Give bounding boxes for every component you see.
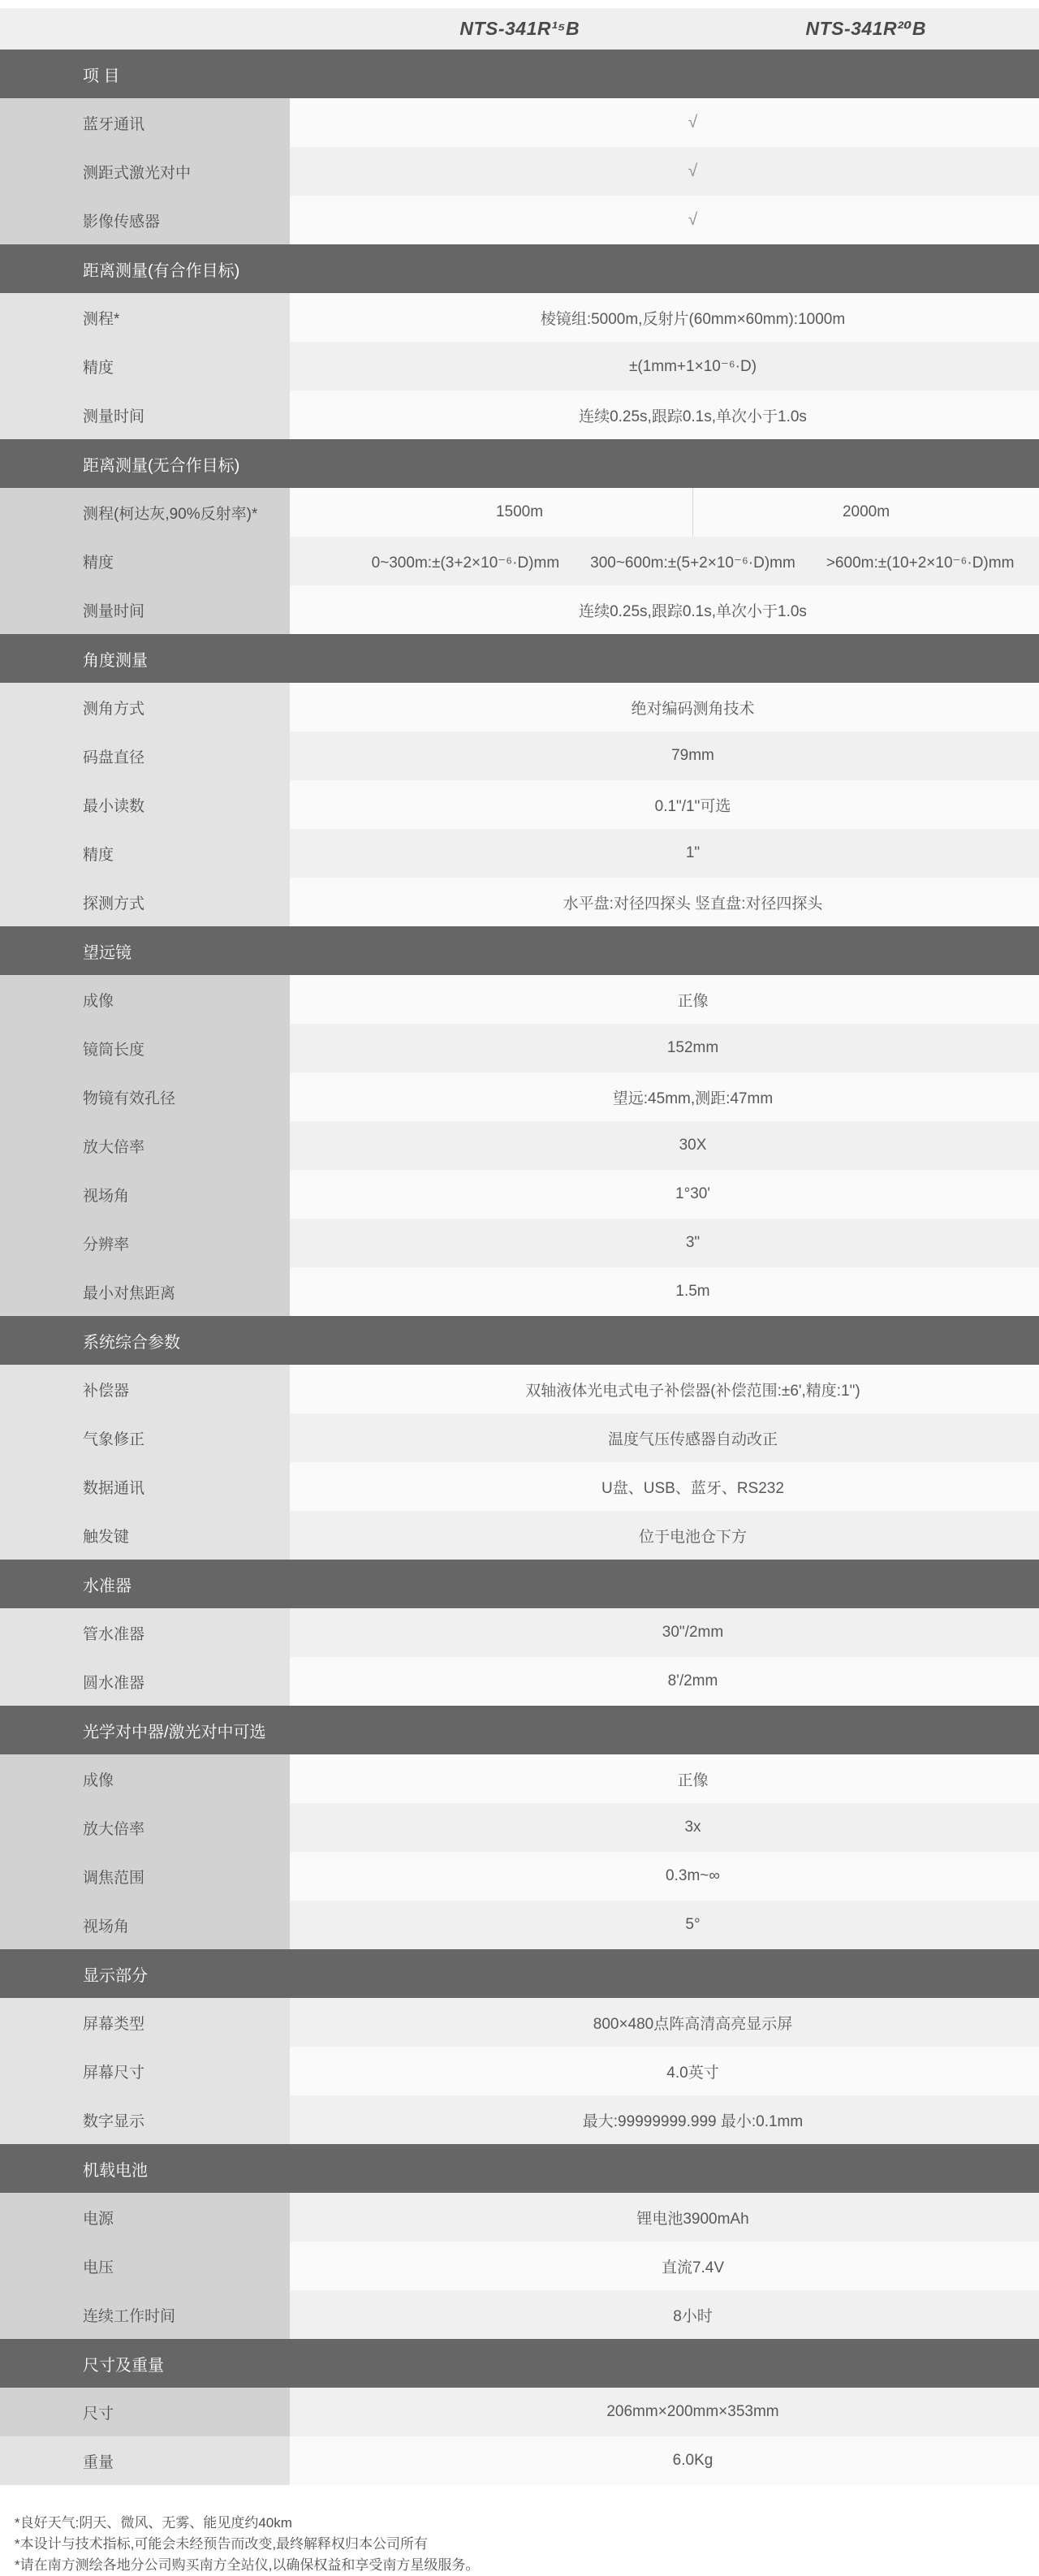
spec-row xyxy=(0,2436,1039,2485)
spec-row xyxy=(0,1365,1039,1413)
row-value-area xyxy=(290,1413,1039,1462)
row-value-area xyxy=(290,2047,1039,2095)
section-title: 尺寸及重量 xyxy=(83,2352,164,2375)
row-value: 直流7.4V xyxy=(347,2242,1039,2290)
row-label: 最小读数 xyxy=(0,780,290,829)
row-label: 调焦范围 xyxy=(0,1852,290,1901)
section-header-bar xyxy=(0,926,1039,975)
row-value-area xyxy=(290,1998,1039,2047)
row-label: 测距式激光对中 xyxy=(0,147,290,196)
spec-row xyxy=(0,1170,1039,1219)
section-title: 机载电池 xyxy=(83,2157,148,2181)
section-header-bar xyxy=(0,1706,1039,1754)
row-value-area xyxy=(290,147,1039,196)
section-title: 角度测量 xyxy=(83,647,148,671)
spec-row xyxy=(0,1511,1039,1560)
row-value-area xyxy=(290,2388,1039,2436)
row-value: 6.0Kg xyxy=(347,2436,1039,2485)
row-label: 补偿器 xyxy=(0,1365,290,1413)
section-header-bar xyxy=(0,1560,1039,1608)
spec-row xyxy=(0,1462,1039,1511)
row-value-area xyxy=(290,2290,1039,2339)
section-header-bar xyxy=(0,634,1039,683)
spec-row xyxy=(0,2047,1039,2095)
model-name-a: NTS-341R¹⁵B xyxy=(347,8,693,50)
spec-row xyxy=(0,1852,1039,1901)
row-label: 测量时间 xyxy=(0,585,290,634)
row-label: 视场角 xyxy=(0,1901,290,1949)
section-title: 望远镜 xyxy=(83,939,131,963)
row-value-area xyxy=(290,780,1039,829)
spec-row xyxy=(0,1413,1039,1462)
spec-row xyxy=(0,683,1039,731)
row-value: 最大:99999999.999 最小:0.1mm xyxy=(347,2095,1039,2144)
model-columns xyxy=(347,8,1039,50)
section-header-bar xyxy=(0,244,1039,293)
section-title: 水准器 xyxy=(83,1573,131,1596)
row-value: 30"/2mm xyxy=(347,1608,1039,1657)
row-value: 正像 xyxy=(347,975,1039,1024)
row-value-area xyxy=(290,342,1039,390)
row-value-area xyxy=(290,683,1039,731)
row-value: 1" xyxy=(347,829,1039,878)
row-value: 0.1"/1"可选 xyxy=(347,780,1039,829)
section-title: 光学对中器/激光对中可选 xyxy=(83,1719,266,1742)
row-label: 镜筒长度 xyxy=(0,1024,290,1072)
section-title: 显示部分 xyxy=(83,1962,148,1986)
spec-row xyxy=(0,147,1039,196)
spec-row xyxy=(0,1608,1039,1657)
row-label: 最小对焦距离 xyxy=(0,1267,290,1316)
spec-row xyxy=(0,2193,1039,2242)
row-value: 连续0.25s,跟踪0.1s,单次小于1.0s xyxy=(347,585,1039,634)
spec-row xyxy=(0,1803,1039,1852)
spec-row xyxy=(0,780,1039,829)
section-header-bar xyxy=(0,2144,1039,2193)
row-label: 数字显示 xyxy=(0,2095,290,2144)
row-value: 双轴液体光电式电子补偿器(补偿范围:±6',精度:1") xyxy=(347,1365,1039,1413)
row-value: √ xyxy=(347,196,1039,244)
row-value: ±(1mm+1×10⁻⁶·D) xyxy=(347,342,1039,390)
section-header-bar xyxy=(0,50,1039,98)
row-value-area xyxy=(290,1657,1039,1706)
spec-row xyxy=(0,2242,1039,2290)
section-title: 距离测量(有合作目标) xyxy=(83,257,239,281)
row-value: 棱镜组:5000m,反射片(60mm×60mm):1000m xyxy=(347,293,1039,342)
section-title: 系统综合参数 xyxy=(83,1329,180,1353)
spec-row xyxy=(0,731,1039,780)
section-header-bar xyxy=(0,1949,1039,1998)
spec-row xyxy=(0,2388,1039,2436)
row-value: 1.5m xyxy=(347,1267,1039,1316)
spec-row xyxy=(0,98,1039,147)
row-value-area xyxy=(290,2095,1039,2144)
row-value-area xyxy=(290,1219,1039,1267)
row-value-area xyxy=(290,196,1039,244)
row-label: 蓝牙通讯 xyxy=(0,98,290,147)
section-title: 项 目 xyxy=(83,63,120,86)
row-value-area xyxy=(290,975,1039,1024)
row-value: 30X xyxy=(347,1121,1039,1170)
spec-row xyxy=(0,196,1039,244)
spec-row xyxy=(0,1024,1039,1072)
row-label: 气象修正 xyxy=(0,1413,290,1462)
row-label: 影像传感器 xyxy=(0,196,290,244)
footnote-purchase: *请在南方测绘各地分公司购买南方全站仪,以确保权益和享受南方星级服务。 xyxy=(15,2555,1039,2576)
row-value: 0.3m~∞ xyxy=(347,1852,1039,1901)
row-value-area xyxy=(290,829,1039,878)
row-label: 放大倍率 xyxy=(0,1121,290,1170)
row-label: 重量 xyxy=(0,2436,290,2485)
row-value-area xyxy=(290,1803,1039,1852)
row-label: 连续工作时间 xyxy=(0,2290,290,2339)
row-value-area xyxy=(290,1170,1039,1219)
spec-row xyxy=(0,585,1039,634)
row-value-area xyxy=(290,1121,1039,1170)
row-label: 精度 xyxy=(0,342,290,390)
spec-row xyxy=(0,1754,1039,1803)
row-value: 800×480点阵高清高亮显示屏 xyxy=(347,1998,1039,2047)
row-label: 圆水准器 xyxy=(0,1657,290,1706)
row-value: 水平盘:对径四探头 竖直盘:对径四探头 xyxy=(347,878,1039,926)
spec-row xyxy=(0,1121,1039,1170)
row-label: 测角方式 xyxy=(0,683,290,731)
row-value-area xyxy=(290,1365,1039,1413)
row-value: 正像 xyxy=(347,1754,1039,1803)
row-label: 屏幕尺寸 xyxy=(0,2047,290,2095)
row-value-area xyxy=(290,390,1039,439)
row-label: 分辨率 xyxy=(0,1219,290,1267)
section-header-bar xyxy=(0,2339,1039,2388)
row-value-area xyxy=(290,585,1039,634)
row-value-area xyxy=(290,2193,1039,2242)
spec-row xyxy=(0,975,1039,1024)
spec-row xyxy=(0,829,1039,878)
row-label: 测程* xyxy=(0,293,290,342)
spec-row xyxy=(0,1072,1039,1121)
spec-row xyxy=(0,488,1039,537)
row-value: 79mm xyxy=(347,731,1039,780)
footnote-weather: *良好天气:阴天、微风、无雾、能见度约40km xyxy=(15,2513,1039,2534)
row-value-area xyxy=(290,878,1039,926)
row-value-model-b: 2000m xyxy=(692,488,1039,537)
row-label: 电源 xyxy=(0,2193,290,2242)
row-value: √ xyxy=(347,98,1039,147)
models-header-spacer xyxy=(0,8,347,50)
row-label: 探测方式 xyxy=(0,878,290,926)
spec-row xyxy=(0,1998,1039,2047)
row-value: 温度气压传感器自动改正 xyxy=(347,1413,1039,1462)
row-value: 0~300m:±(3+2×10⁻⁶·D)mm 300~600m:±(5+2×10⁻⁶·D)mm >600m:±(10+2×10⁻⁶·D)mm xyxy=(347,537,1039,585)
row-value-area xyxy=(290,1511,1039,1560)
row-value: 绝对编码测角技术 xyxy=(347,683,1039,731)
row-value-area xyxy=(290,488,1039,537)
spec-row xyxy=(0,2290,1039,2339)
row-label: 物镜有效孔径 xyxy=(0,1072,290,1121)
row-value-area xyxy=(290,1901,1039,1949)
footnote-disclaimer: *本设计与技术指标,可能会未经预告而改变,最终解释权归本公司所有 xyxy=(15,2534,1039,2555)
row-value: 3" xyxy=(347,1219,1039,1267)
section-title: 距离测量(无合作目标) xyxy=(83,452,239,476)
row-value-area xyxy=(290,1024,1039,1072)
spec-row xyxy=(0,1267,1039,1316)
row-value-area xyxy=(290,2242,1039,2290)
spec-row xyxy=(0,293,1039,342)
spec-row xyxy=(0,878,1039,926)
row-value: U盘、USB、蓝牙、RS232 xyxy=(347,1462,1039,1511)
spec-row xyxy=(0,1657,1039,1706)
models-header xyxy=(0,8,1039,50)
row-value: 连续0.25s,跟踪0.1s,单次小于1.0s xyxy=(347,390,1039,439)
row-label: 屏幕类型 xyxy=(0,1998,290,2047)
row-value-model-a: 1500m xyxy=(347,488,692,537)
row-value: 望远:45mm,测距:47mm xyxy=(347,1072,1039,1121)
row-value: 206mm×200mm×353mm xyxy=(347,2388,1039,2436)
row-value-area xyxy=(290,1072,1039,1121)
row-value-area xyxy=(290,731,1039,780)
section-header-bar xyxy=(0,1316,1039,1365)
row-value-area xyxy=(290,537,1039,585)
spec-row xyxy=(0,537,1039,585)
section-header-bar xyxy=(0,439,1039,488)
row-value-area xyxy=(290,1267,1039,1316)
row-label: 放大倍率 xyxy=(0,1803,290,1852)
row-label: 码盘直径 xyxy=(0,731,290,780)
spec-row xyxy=(0,1219,1039,1267)
row-value: 5° xyxy=(347,1901,1039,1949)
spec-row xyxy=(0,342,1039,390)
row-value-area xyxy=(290,2436,1039,2485)
spec-page xyxy=(0,8,1039,2566)
row-value-area xyxy=(290,1852,1039,1901)
spec-row xyxy=(0,2095,1039,2144)
row-value: 8小时 xyxy=(347,2290,1039,2339)
row-value: 锂电池3900mAh xyxy=(347,2193,1039,2242)
model-name-b: NTS-341R²⁰B xyxy=(693,8,1039,50)
row-value: 位于电池仓下方 xyxy=(347,1511,1039,1560)
row-value: 1°30' xyxy=(347,1170,1039,1219)
row-label: 精度 xyxy=(0,829,290,878)
row-label: 精度 xyxy=(0,537,290,585)
row-value-area xyxy=(290,293,1039,342)
row-label: 管水准器 xyxy=(0,1608,290,1657)
footnotes xyxy=(0,2485,1039,2566)
spec-table xyxy=(0,50,1039,2485)
row-value: 152mm xyxy=(347,1024,1039,1072)
row-value-area xyxy=(290,1608,1039,1657)
row-value: 3x xyxy=(347,1803,1039,1852)
row-label: 测量时间 xyxy=(0,390,290,439)
spec-row xyxy=(0,390,1039,439)
row-value-area xyxy=(290,98,1039,147)
row-value-area xyxy=(290,1754,1039,1803)
row-label: 数据通讯 xyxy=(0,1462,290,1511)
spec-row xyxy=(0,1901,1039,1949)
row-label: 成像 xyxy=(0,1754,290,1803)
row-value: 4.0英寸 xyxy=(347,2047,1039,2095)
row-value: √ xyxy=(347,147,1039,196)
row-label: 尺寸 xyxy=(0,2388,290,2436)
row-label: 触发键 xyxy=(0,1511,290,1560)
row-label: 测程(柯达灰,90%反射率)* xyxy=(0,488,290,537)
row-value: 8'/2mm xyxy=(347,1657,1039,1706)
row-label: 视场角 xyxy=(0,1170,290,1219)
row-value-area xyxy=(290,1462,1039,1511)
row-label: 成像 xyxy=(0,975,290,1024)
row-label: 电压 xyxy=(0,2242,290,2290)
